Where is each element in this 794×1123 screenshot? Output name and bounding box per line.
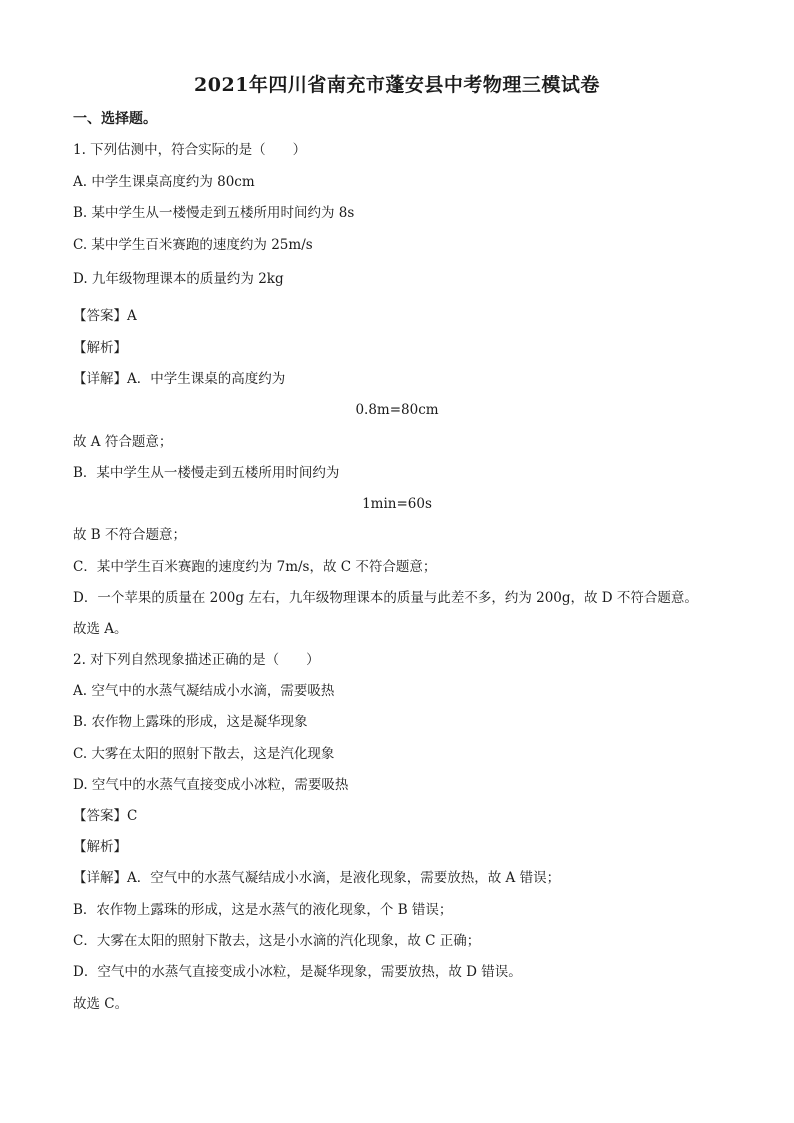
question-2-stem: 2. 对下列自然现象描述正确的是（ ） [73,652,320,668]
page-title: 2021年四川省南充市蓬安县中考物理三模试卷 [194,74,600,96]
question-1-option-a: A. 中学生课桌高度约为 80cm [73,174,255,190]
question-2-analysis: 【解析】 [73,839,127,855]
question-1-stem: 1. 下列估测中，符合实际的是（ ） [73,142,307,158]
question-1-option-c: C. 某中学生百米赛跑的速度约为 25m/s [73,237,313,253]
question-2-detail-line: C．大雾在太阳的照射下散去，这是小水滴的汽化现象，故 C 正确； [73,933,481,949]
question-2-detail-line: D．空气中的水蒸气直接变成小冰粒，是凝华现象，需要放热，故 D 错误。 [73,964,522,980]
question-2-answer: 【答案】C [73,808,138,824]
question-1-option-b: B. 某中学生从一楼慢走到五楼所用时间约为 8s [73,205,355,221]
question-1-detail-line: C．某中学生百米赛跑的速度约为 7m/s，故 C 不符合题意； [73,559,437,575]
question-1-option-d: D. 九年级物理课本的质量约为 2kg [73,271,284,287]
question-1-detail-line: 故 B 不符合题意； [73,527,187,543]
question-1-detail-line: 故 A 符合题意； [73,434,173,450]
question-1-analysis: 【解析】 [73,340,127,356]
question-2-option-c: C. 大雾在太阳的照射下散去，这是汽化现象 [73,746,335,762]
question-1-formula: 1min=60s [362,496,432,512]
question-2-detail-line: B．农作物上露珠的形成，这是水蒸气的液化现象，个 B 错误； [73,902,453,918]
question-2-option-b: B. 农作物上露珠的形成，这是凝华现象 [73,714,308,730]
question-1-detail-line: D．一个苹果的质量在 200g 左右，九年级物理课本的质量与此差不多，约为 200g，故 D 不符合题意。 [73,590,698,606]
question-2-detail-line: 【详解】A．空气中的水蒸气凝结成小水滴，是液化现象，需要放热，故 A 错误； [73,870,561,886]
question-2-option-d: D. 空气中的水蒸气直接变成小冰粒，需要吸热 [73,777,349,793]
question-1-detail-line: B．某中学生从一楼慢走到五楼所用时间约为 [73,465,340,481]
question-1-conclusion: 故选 A。 [73,621,128,637]
question-1-formula: 0.8m=80cm [355,402,439,418]
question-2-option-a: A. 空气中的水蒸气凝结成小水滴，需要吸热 [73,683,335,699]
question-1-answer: 【答案】A [73,308,137,324]
question-1-detail-line: 【详解】A．中学生课桌的高度约为 [73,371,286,387]
question-2-conclusion: 故选 C。 [73,996,129,1012]
section-heading: 一、选择题。 [73,111,157,127]
